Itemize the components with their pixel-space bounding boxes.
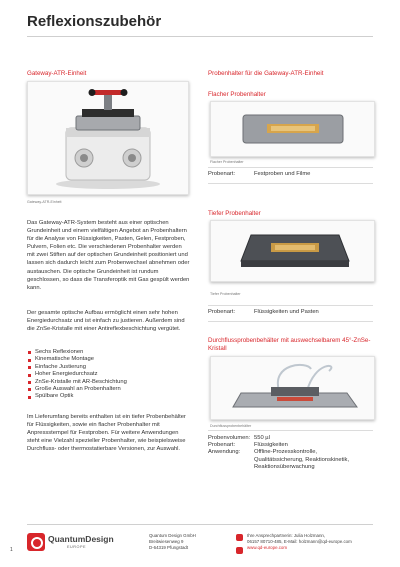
- company-street: Breitwiesenweg 9: [149, 539, 184, 544]
- flat-holder-caption: Flacher Probenhalter: [210, 160, 244, 164]
- divider: [208, 305, 373, 306]
- divider: [208, 430, 373, 431]
- contact-icon: [236, 534, 243, 541]
- spec-row: [208, 435, 373, 442]
- feature-item: Sechs Reflexionen: [27, 349, 190, 356]
- spec-key: Probenart:: [208, 309, 236, 315]
- spec-value: Flüssigkeiten: [254, 442, 288, 449]
- spec-value: 550 µl: [254, 435, 270, 441]
- spec-row: [208, 442, 373, 449]
- flow-cell-specs: [208, 435, 373, 471]
- spec-value: Flüssigkeiten und Pasten: [254, 309, 319, 315]
- quantum-design-logo-mark: [27, 533, 45, 551]
- flow-cell-caption: Durchflussprobenbehälter: [210, 424, 252, 428]
- spec-key: Anwendung:: [208, 449, 241, 456]
- gateway-atr-illustration: [28, 82, 188, 194]
- flat-holder-title: Flacher Probenhalter: [208, 91, 266, 98]
- page-title: Reflexionszubehör: [27, 13, 162, 30]
- company-name: Quantum Design GmbH: [149, 533, 196, 538]
- deep-holder-photo: [210, 220, 375, 282]
- flat-holder-photo: [210, 101, 375, 157]
- flow-cell-title: Durchflussprobenbehälter mit auswechselbarem 45°-ZnSe-Kristall: [208, 337, 371, 352]
- company-city: D-64319 Pfungstadt: [149, 545, 189, 550]
- sample-holders-heading: Probenhalter für die Gateway-ATR-Einheit: [208, 70, 324, 77]
- flat-holder-spec: [208, 171, 310, 178]
- gateway-paragraph-3: Im Lieferumfang bereits enthalten ist ein tiefer Probenbehälter für Flüssigkeiten, sowie ein flacher Probenhalter mit Anpressstempel für Festproben. Für weitere Anwendungen steht eine Vielzahl spezieller Probenhalter, wie beispielsweise Durchfluss- oder thermostatierbare Versionen, zur Auswahl.: [27, 414, 186, 453]
- flow-cell-illustration: [211, 357, 374, 419]
- deep-holder-caption: Tiefer Probenhalter: [210, 292, 241, 296]
- divider: [208, 321, 373, 322]
- feature-list: [27, 349, 190, 401]
- contact-person: Ihre Ansprechpartnerin: Julia Holzmann,: [247, 533, 326, 538]
- logo-wordmark: QuantumDesign: [48, 534, 114, 544]
- gateway-atr-photo: [27, 81, 189, 195]
- feature-item: Einfache Justierung: [27, 364, 190, 371]
- flat-holder-illustration: [211, 102, 374, 156]
- web-icon: [236, 547, 243, 554]
- feature-item: Kinematische Montage: [27, 356, 190, 363]
- deep-holder-spec: [208, 309, 319, 316]
- spec-row: [208, 449, 373, 471]
- divider: [208, 167, 373, 168]
- deep-holder-title: Tiefer Probenhalter: [208, 210, 261, 217]
- gateway-caption: Gateway-ATR-Einheit: [27, 200, 62, 204]
- spec-key: Probenart:: [208, 442, 236, 449]
- title-divider: [27, 36, 373, 37]
- divider: [208, 183, 373, 184]
- deep-holder-illustration: [211, 221, 374, 281]
- company-address: [149, 533, 196, 551]
- gateway-paragraph-2: Der gesamte optische Aufbau ermöglicht einen sehr hohen Energiedurchsatz und ist einfach zu justieren. Außerdem sind die ZnSe-Kristalle mit einer Antireflexbeschichtung vergütet.: [27, 310, 185, 333]
- spec-key: Probenart:: [208, 171, 236, 177]
- flow-cell-photo: [210, 356, 375, 420]
- feature-item: Spülbare Optik: [27, 393, 190, 400]
- footer-divider: [27, 524, 373, 525]
- logo-ring-icon: [31, 537, 43, 549]
- contact-phone-email[interactable]: 06157 80710-485, E-Mail: holzmann@qd-europe.com: [247, 539, 352, 544]
- feature-item: ZnSe-Kristalle mit AR-Beschichtung: [27, 379, 190, 386]
- feature-item: Hoher Energiedurchsatz: [27, 371, 190, 378]
- logo-subtitle: EUROPE: [67, 545, 87, 549]
- website-link[interactable]: www.qd-europe.com: [247, 545, 288, 550]
- spec-key: Probenvolumen:: [208, 435, 251, 441]
- spec-value: Festproben und Filme: [254, 171, 311, 177]
- page-number: 1: [10, 547, 13, 553]
- feature-item: Große Auswahl an Probenhaltern: [27, 386, 190, 393]
- contact-info: [247, 533, 352, 551]
- gateway-heading: Gateway-ATR-Einheit: [27, 70, 87, 77]
- spec-value: Offline-Prozesskontrolle, Qualitätssicherung, Reaktionskinetik, Reaktionsüberwachung: [254, 449, 350, 470]
- gateway-paragraph-1: Das Gateway-ATR-System besteht aus einer optischen Grundeinheit und einem vielfältigen Angebot an Probenhaltern für die Analyse von Flüssigkeiten, Pasten, Gelen, Festproben, Pulvern, Folien etc. Die verschiedenen Probenhalter werden mit zwei Stiften auf der optischen Grundeinheit positioniert und lassen sich dadurch leicht zum Probenwechsel abnehmen oder austauschen. Die optische Grundeinheit ist rundum geschlossen, so dass die Transferoptik mit Gas gespült werden kann.: [27, 220, 190, 291]
